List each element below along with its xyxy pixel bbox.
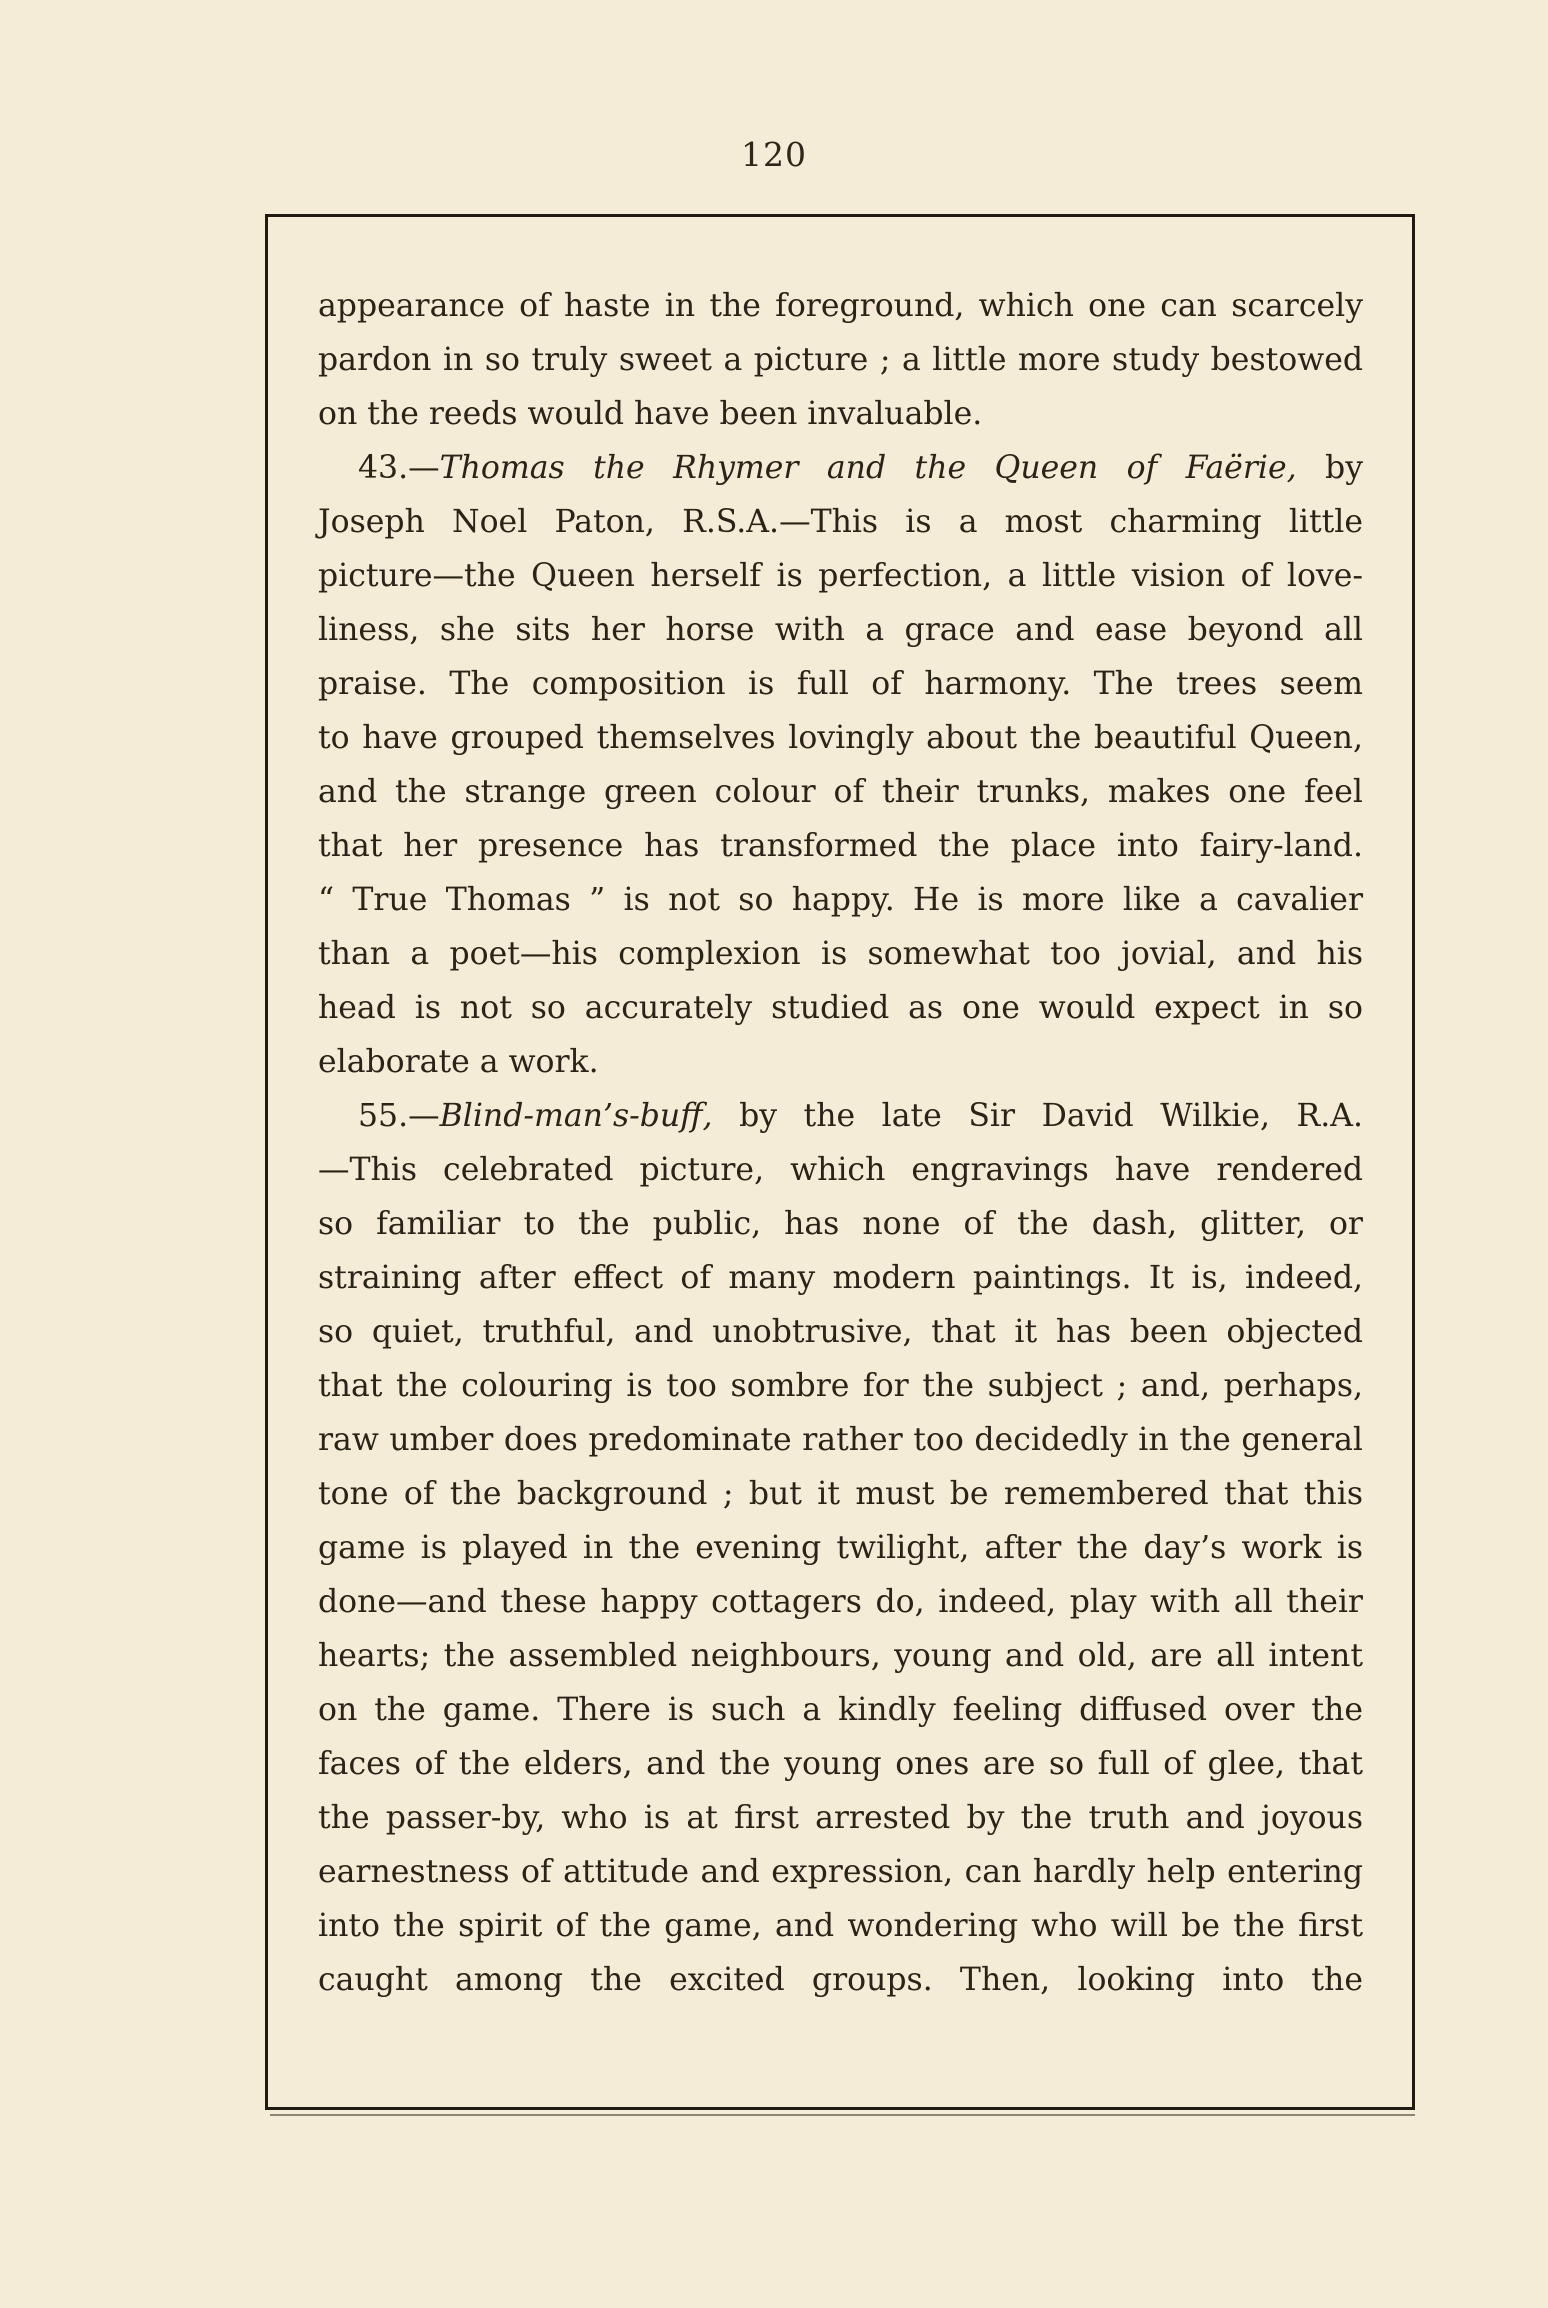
- text-line: liness, she sits her horse with a grace and ease beyond all: [318, 612, 1363, 648]
- entry-title: Blind-man’s-buff,: [439, 1098, 713, 1134]
- text-line: game is played in the evening twilight, after the day’s work is: [318, 1530, 1363, 1566]
- entry-heading-43: [318, 441, 1363, 495]
- text-line: tone of the background ; but it must be remembered that this: [318, 1476, 1363, 1512]
- text-line: raw umber does predominate rather too decidedly in the general: [318, 1422, 1363, 1458]
- entry-title: Thomas the Rhymer and the Queen of Faërie,: [439, 450, 1297, 486]
- entry-number: 43.—: [358, 450, 440, 486]
- text-line: appearance of haste in the foreground, which one can scarcely: [318, 288, 1363, 324]
- entry-heading-55: [318, 1089, 1363, 1143]
- text-line: done—and these happy cottagers do, indeed, play with all their: [318, 1584, 1363, 1620]
- text-line: caught among the excited groups. Then, looking into the: [318, 1962, 1363, 1998]
- text-line: picture—the Queen herself is perfection, a little vision of love-: [318, 558, 1363, 594]
- text-line: straining after effect of many modern paintings. It is, indeed,: [318, 1260, 1363, 1296]
- text-line: “ True Thomas ” is not so happy. He is more like a cavalier: [318, 882, 1363, 918]
- page-number: 120: [741, 135, 807, 174]
- text-line: on the reeds would have been invaluable.: [318, 396, 983, 432]
- text-line: into the spirit of the game, and wondering who will be the first: [318, 1908, 1363, 1944]
- text-line: hearts; the assembled neighbours, young and old, are all intent: [318, 1638, 1363, 1674]
- text-line: elaborate a work.: [318, 1044, 599, 1080]
- text-line: faces of the elders, and the young ones are so full of glee, that: [318, 1746, 1363, 1782]
- text-line: the passer-by, who is at first arrested by the truth and joyous: [318, 1800, 1363, 1836]
- body-text: [318, 279, 1363, 2007]
- entry-number: 55.—: [358, 1098, 440, 1134]
- text-line: head is not so accurately studied as one would expect in so: [318, 990, 1363, 1026]
- text-line: Joseph Noel Paton, R.S.A.—This is a most charming little: [318, 504, 1363, 540]
- text-line: earnestness of attitude and expression, can hardly help entering: [318, 1854, 1363, 1890]
- text-line: that the colouring is too sombre for the subject ; and, perhaps,: [318, 1368, 1363, 1404]
- text-line: so quiet, truthful, and unobtrusive, that it has been objected: [318, 1314, 1363, 1350]
- text-line: that her presence has transformed the place into fairy-land.: [318, 828, 1363, 864]
- text-line: praise. The composition is full of harmony. The trees seem: [318, 666, 1363, 702]
- text-line: so familiar to the public, has none of the dash, glitter, or: [318, 1206, 1363, 1242]
- text-line: to have grouped themselves lovingly about the beautiful Queen,: [318, 720, 1363, 756]
- text-line: —This celebrated picture, which engravings have rendered: [318, 1152, 1363, 1188]
- text-line: and the strange green colour of their trunks, makes one feel: [318, 774, 1363, 810]
- text-line: on the game. There is such a kindly feeling diffused over the: [318, 1692, 1363, 1728]
- frame-bottom-rule: [270, 2114, 1415, 2116]
- entry-suffix: by the late Sir David Wilkie, R.A.: [712, 1098, 1363, 1134]
- entry-suffix: by: [1296, 450, 1363, 486]
- text-line: than a poet—his complexion is somewhat too jovial, and his: [318, 936, 1363, 972]
- text-line: pardon in so truly sweet a picture ; a little more study bestowed: [318, 342, 1363, 378]
